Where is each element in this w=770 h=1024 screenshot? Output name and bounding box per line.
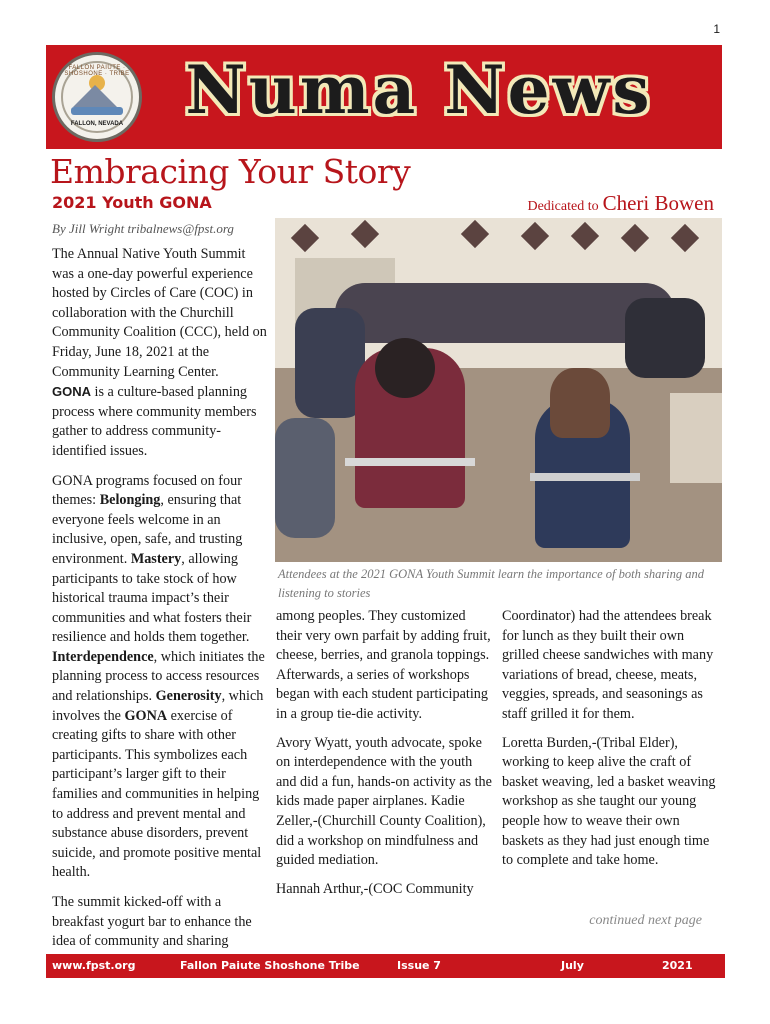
gona-term: GONA xyxy=(52,384,91,400)
paragraph-kickoff: The summit kicked-off with a breakfast yogurt bar to enhance the idea of community and sharing xyxy=(52,894,252,950)
continued-note: continued next page xyxy=(589,913,702,928)
footer-issue: Issue 7 xyxy=(397,959,441,972)
dedication xyxy=(527,191,714,216)
footer-month: July xyxy=(561,959,584,972)
paragraph-themes: GONA programs focused on four themes: Belonging, ensuring that everyone feels welcome in an inclusive, open, safe, and trusting environment. Mastery, allowing participants to take stock of how historical trauma impact’s their communities and what fosters their resilience and holds them together. Interdependence, which initiates the planning process to access resources and relationships. Generosity, which involves the GONA exercise of creating gifts to share with other participants. This symbolizes each participant’s larger gift to their families and communities in helping to address and prevent mental and substance abuse disorders, prevent suicide, and promote positive mental health. xyxy=(52,472,265,881)
article-subhead: 2021 Youth GONA xyxy=(52,193,212,212)
article-headline: Embracing Your Story xyxy=(50,152,411,191)
theme-interdependence: Interdependence xyxy=(52,648,154,665)
page-number: 1 xyxy=(713,22,720,36)
dedication-name: Cheri Bowen xyxy=(602,191,714,215)
paragraph-parfait: among peoples. They customized their very own parfait by adding fruit, cheese, berries, and granola toppings. Afterwards, a series of workshops began with each student participating in a group tie-die activity. xyxy=(276,608,491,722)
masthead-banner xyxy=(46,45,722,149)
paragraph-gona-definition: GONA is a culture-based planning process where community members gather to address community-identified issues. xyxy=(52,384,257,459)
paragraph-lunch: Coordinator) had the attendees break for lunch as they built their own grilled cheese sandwiches with many variations of bread, cheese, meats, veggies, spreads, and seasonings as staff grilled it for them. xyxy=(502,608,714,722)
left-column xyxy=(52,245,270,952)
paragraph-intro: The Annual Native Youth Summit was a one-day powerful experience hosted by Circles of Care (COC) in collaboration with the Churchill Community Coalition (CCC), held on Friday, June 18, 2021 at the Community Learning Center. xyxy=(52,246,267,380)
theme-belonging: Belonging xyxy=(99,492,161,509)
photo-caption: Attendees at the 2021 GONA Youth Summit learn the importance of both sharing and listening to stories xyxy=(278,567,705,600)
paragraph-hannah: Hannah Arthur,-(COC Community xyxy=(276,880,474,897)
footer-tribe: Fallon Paiute Shoshone Tribe xyxy=(180,959,360,972)
middle-column xyxy=(276,607,494,899)
gona-term: GONA xyxy=(124,707,168,724)
dedication-prefix: Dedicated to xyxy=(527,199,599,214)
footer-year: 2021 xyxy=(662,959,693,972)
footer-bar xyxy=(46,954,725,978)
seal-text-top: FALLON PAIUTE · SHOSHONE · TRIBE xyxy=(64,65,130,77)
seal-text-bottom: FALLON, NEVADA xyxy=(70,121,124,127)
paragraph-workshops: Avory Wyatt, youth advocate, spoke on interdependence with the youth and did a fun, hands-on activity as the kids made paper airplanes. Kadie Zeller,-(Churchill County Coalition), did a workshop on mindfulness and guided mediation. xyxy=(276,734,492,869)
theme-generosity: Generosity xyxy=(155,688,222,705)
paragraph-basket-weaving: Loretta Burden,-(Tribal Elder), working to keep alive the craft of basket weaving, led a basket weaving workshop as she taught our young people how to weave their own baskets as they had just enough time to complete and take home. xyxy=(502,734,716,869)
summit-photo xyxy=(275,218,722,562)
newsletter-title: Numa News xyxy=(185,51,653,129)
theme-mastery: Mastery xyxy=(130,550,182,567)
byline: By Jill Wright tribalnews@fpst.org xyxy=(52,221,234,236)
footer-website[interactable]: www.fpst.org xyxy=(52,959,136,972)
right-column xyxy=(502,607,722,871)
